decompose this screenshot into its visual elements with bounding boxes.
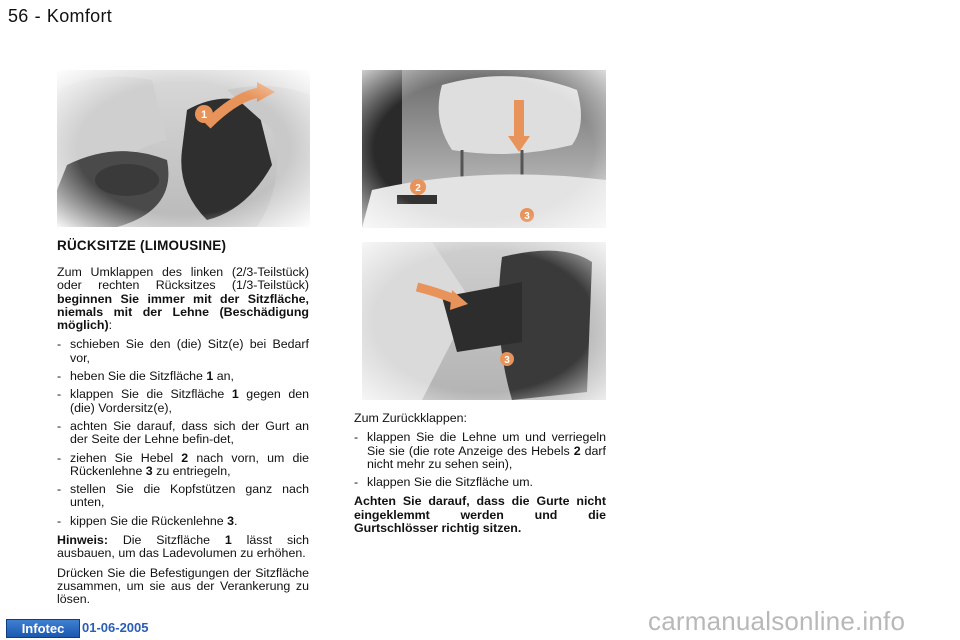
- section-heading: RÜCKSITZE (LIMOUSINE): [57, 238, 227, 253]
- restore-steps-list: [354, 431, 606, 489]
- list-item: - klappen Sie die Sitzfläche 1 gegen den (die) Vordersitz(e),: [57, 388, 309, 415]
- header-separator: -: [34, 6, 41, 26]
- right-column: [354, 412, 606, 541]
- footer-date: 01-06-2005: [82, 620, 149, 635]
- list-item: - ziehen Sie Hebel 2 nach vorn, um die Rückenlehne 3 zu entriegeln,: [57, 452, 309, 479]
- photo-headrest-lever: [362, 70, 606, 228]
- belt-warning: Achten Sie darauf, dass die Gurte nicht eingeklemmt werden und die Gurtschlösser richtig sitzen.: [354, 494, 606, 536]
- list-item: - stellen Sie die Kopfstützen ganz nach unten,: [57, 483, 309, 510]
- list-item: - klappen Sie die Lehne um und verriegeln Sie sie (die rote Anzeige des Hebels 2 darf nicht mehr zu sehen sein),: [354, 431, 606, 471]
- list-item: - achten Sie darauf, dass sich der Gurt an der Seite der Lehne befin-det,: [57, 420, 309, 447]
- restore-heading: Zum Zurückklappen:: [354, 411, 467, 425]
- list-item: - heben Sie die Sitzfläche 1 an,: [57, 370, 309, 383]
- left-column: [57, 266, 309, 613]
- list-item: - kippen Sie die Rückenlehne 3.: [57, 515, 309, 528]
- list-item: - schieben Sie den (die) Sitz(e) bei Bedarf vor,: [57, 338, 309, 365]
- note-paragraph: Hinweis: Die Sitzfläche 1 lässt sich ausbauen, um das Ladevolumen zu erhöhen.: [57, 533, 309, 561]
- photo-folded-seat: [362, 242, 606, 400]
- list-item: - klappen Sie die Sitzfläche um.: [354, 476, 606, 489]
- infotec-logo: Infotec: [6, 619, 80, 638]
- photo-seat-cushion-lift: [57, 70, 310, 227]
- fold-steps-list: [57, 338, 309, 528]
- page-number: 56: [8, 6, 29, 26]
- page-header: [8, 6, 118, 27]
- intro-paragraph: Zum Umklappen des linken (2/3-Teilstück) oder rechten Rücksitzes (1/3-Teilstück) beginnen Sie immer mit der Sitzfläche, niemals mit der Lehne (Beschädigung möglich):: [57, 265, 309, 333]
- watermark: carmanualsonline.info: [648, 606, 906, 636]
- fastening-paragraph: Drücken Sie die Befestigungen der Sitzfläche zusammen, um sie aus der Verankerung zu lösen.: [57, 565, 309, 607]
- section-title: Komfort: [46, 6, 113, 26]
